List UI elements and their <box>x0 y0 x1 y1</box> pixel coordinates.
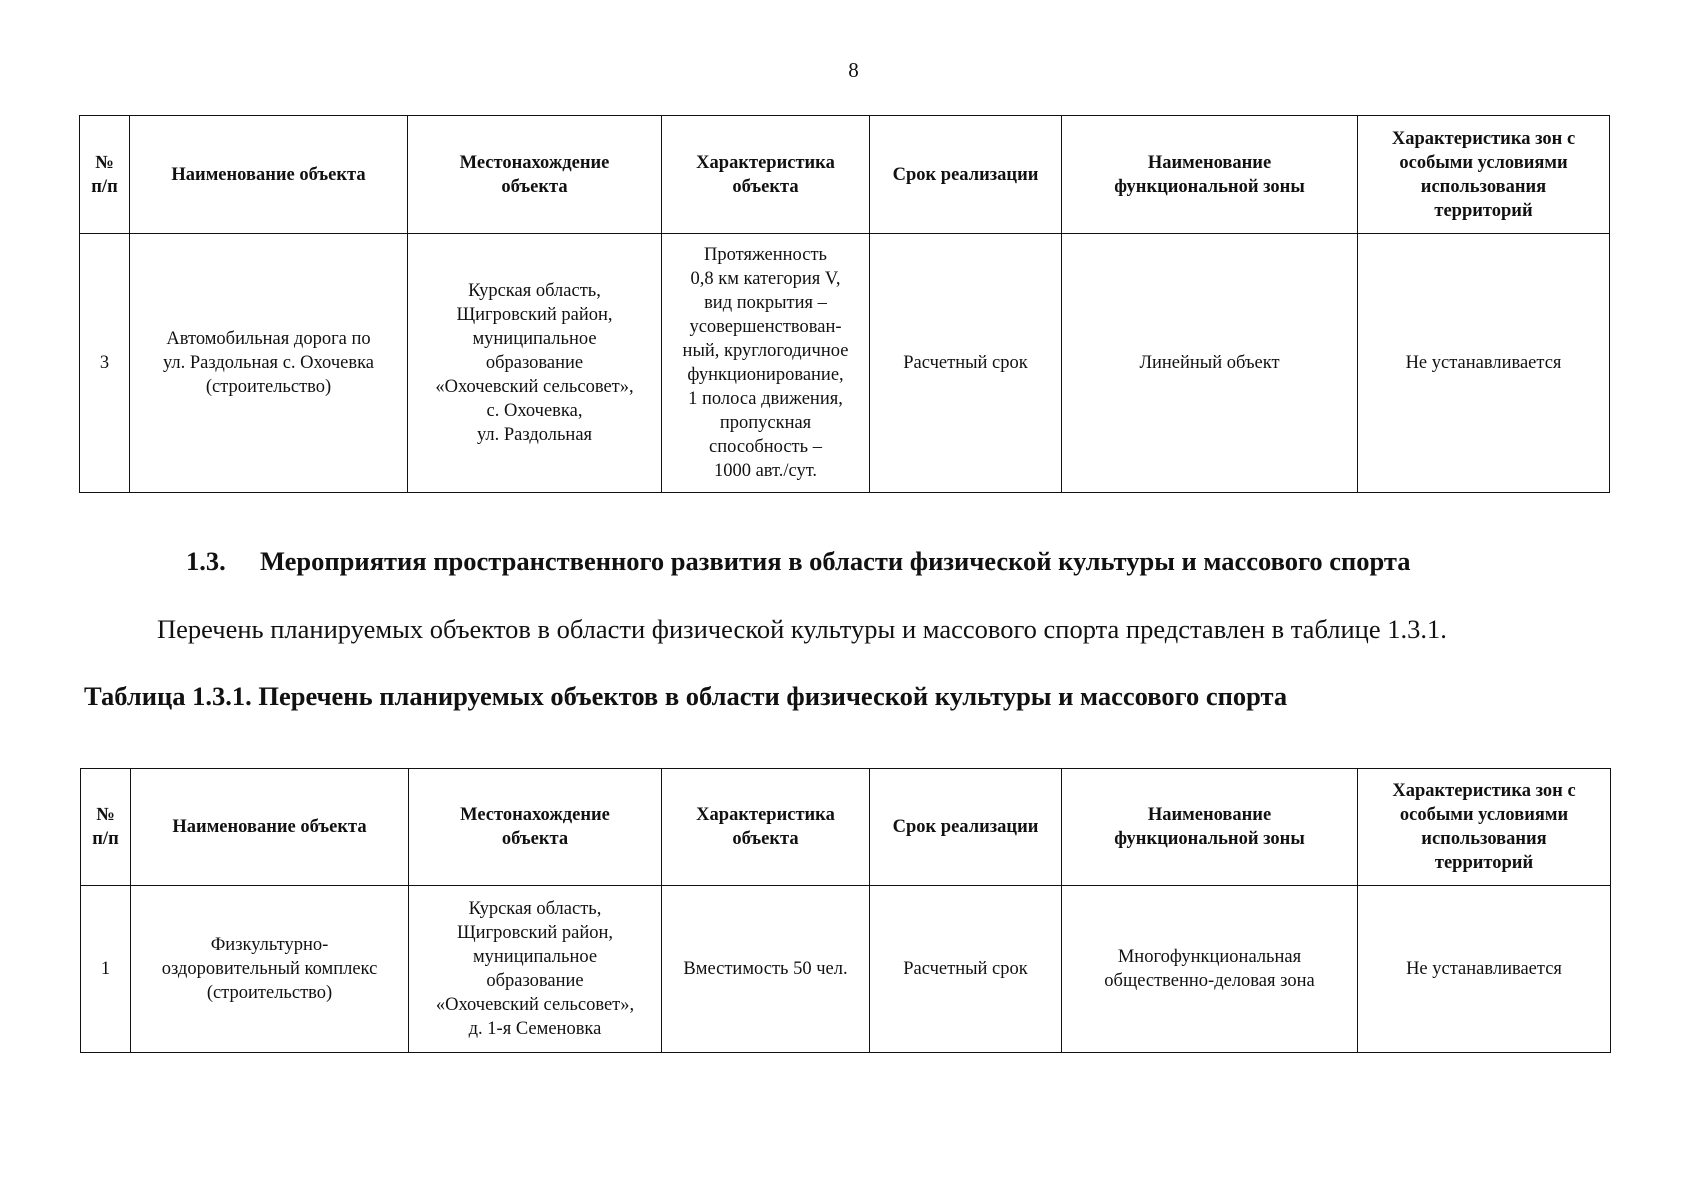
table-header-row <box>81 769 1611 886</box>
cell-special-zones: Не устанавливается <box>1358 886 1611 1053</box>
header-characteristic: Характеристика объекта <box>662 769 870 886</box>
header-special-zones: Характеристика зон с особыми условиями использования территорий <box>1358 769 1611 886</box>
section-number: 1.3. <box>186 546 226 576</box>
header-object-name: Наименование объекта <box>130 116 408 234</box>
page-number: 8 <box>848 58 859 82</box>
cell-location: Курская область, Щигровский район, муниципальное образование «Охочевский сельсовет», д. 1-я Семеновка <box>409 886 662 1053</box>
intro-paragraph: Перечень планируемых объектов в области физической культуры и массового спорта представлен в таблице 1.3.1. <box>157 614 1447 644</box>
cell-term: Расчетный срок <box>870 234 1062 493</box>
header-characteristic: Характеристика объекта <box>662 116 870 234</box>
cell-object-name: Автомобильная дорога по ул. Раздольная с. Охочевка (строительство) <box>130 234 408 493</box>
header-number: № п/п <box>81 769 131 886</box>
cell-object-name: Физкультурно- оздоровительный комплекс (строительство) <box>131 886 409 1053</box>
table-row <box>80 234 1610 493</box>
cell-term: Расчетный срок <box>870 886 1062 1053</box>
header-location: Местонахождение объекта <box>409 769 662 886</box>
cell-number: 1 <box>81 886 131 1053</box>
objects-table-continued <box>79 115 1610 493</box>
header-location: Местонахождение объекта <box>408 116 662 234</box>
header-number: № п/п <box>80 116 130 234</box>
header-term: Срок реализации <box>870 116 1062 234</box>
table-row <box>81 886 1611 1053</box>
sports-objects-table <box>80 768 1611 1053</box>
cell-functional-zone: Линейный объект <box>1062 234 1358 493</box>
cell-characteristic: Вместимость 50 чел. <box>662 886 870 1053</box>
table-header-row <box>80 116 1610 234</box>
header-special-zones: Характеристика зон с особыми условиями использования территорий <box>1358 116 1610 234</box>
cell-characteristic: Протяженность 0,8 км категория V, вид покрытия – усовершенствован- ный, круглогодичное функционирование, 1 полоса движения, пропускная способность – 1000 авт./сут. <box>662 234 870 493</box>
table-caption: Таблица 1.3.1. Перечень планируемых объектов в области физической культуры и массового спорта <box>84 681 1288 711</box>
cell-special-zones: Не устанавливается <box>1358 234 1610 493</box>
header-functional-zone: Наименование функциональной зоны <box>1062 769 1358 886</box>
header-object-name: Наименование объекта <box>131 769 409 886</box>
cell-functional-zone: Многофункциональная общественно-деловая зона <box>1062 886 1358 1053</box>
header-functional-zone: Наименование функциональной зоны <box>1062 116 1358 234</box>
section-heading <box>186 546 1411 577</box>
cell-location: Курская область, Щигровский район, муниципальное образование «Охочевский сельсовет», с. Охочевка, ул. Раздольная <box>408 234 662 493</box>
section-title: Мероприятия пространственного развития в области физической культуры и массового спорта <box>260 546 1411 576</box>
cell-number: 3 <box>80 234 130 493</box>
header-term: Срок реализации <box>870 769 1062 886</box>
